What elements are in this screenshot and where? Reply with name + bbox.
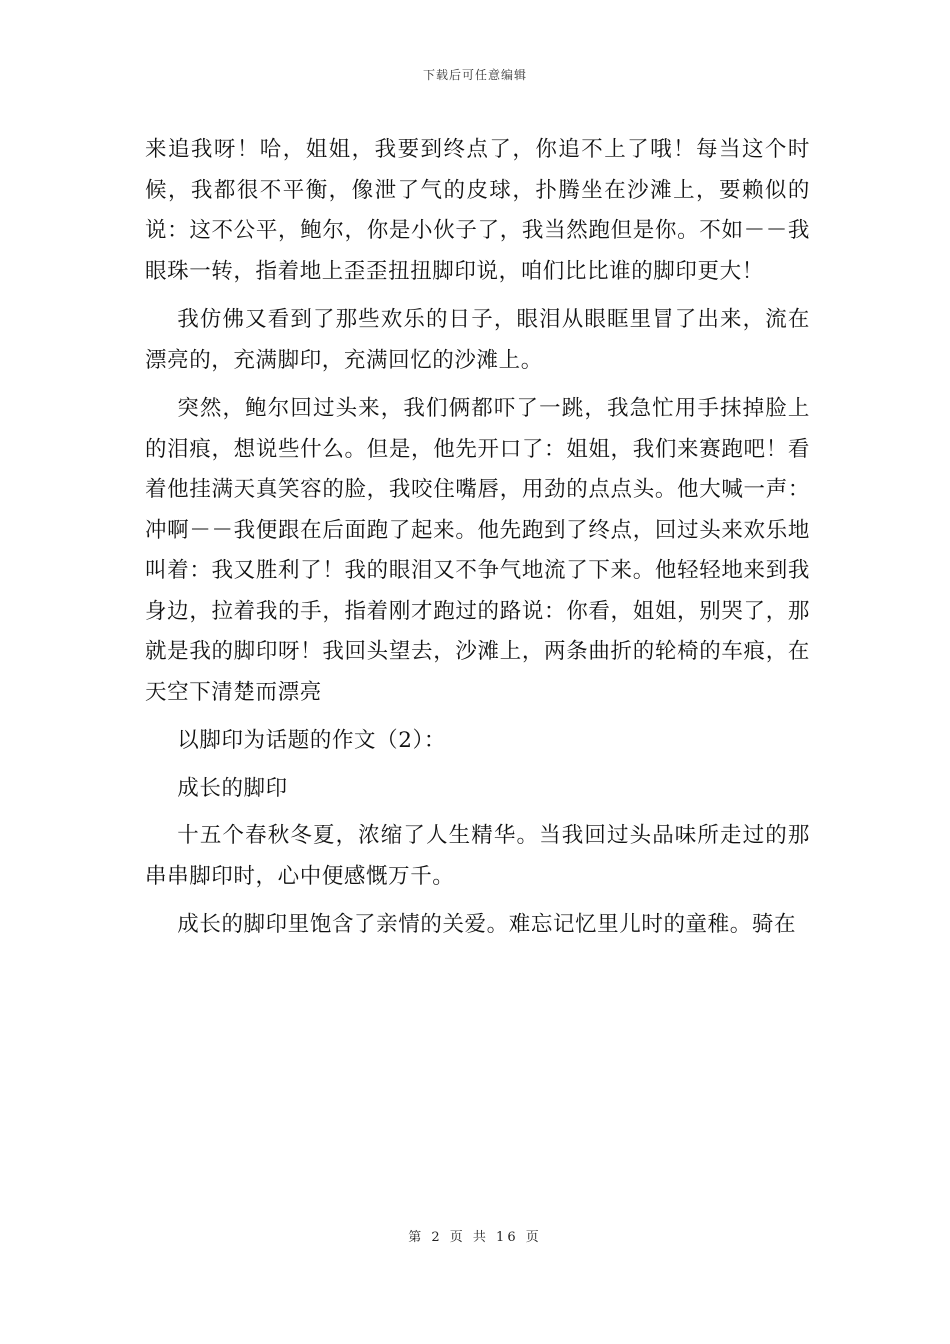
- document-body: [145, 130, 810, 954]
- paragraph-1: 来追我呀！哈，姐姐，我要到终点了，你追不上了哦！每当这个时候，我都很不平衡，像泄了气的皮球，扑腾坐在沙滩上，要赖似的说：这不公平，鲍尔，你是小伙子了，我当然跑但是你。不如－－我眼珠一转，指着地上歪歪扭扭脚印说，咱们比比谁的脚印更大！: [145, 137, 810, 284]
- paragraph-5: 成长的脚印里饱含了亲情的关爱。难忘记忆里儿时的童稚。骑在: [177, 912, 797, 937]
- page-number: 第 2 页 共 16 页: [408, 1230, 542, 1245]
- page-header: 下载后可任意编辑: [422, 68, 527, 82]
- paragraph-4: 十五个春秋冬夏，浓缩了人生精华。当我回过头品味所走过的那串串脚印时，心中便感慨万千。: [145, 823, 810, 889]
- essay-title: 成长的脚印: [177, 775, 288, 801]
- paragraph-3: 突然，鲍尔回过头来，我们俩都吓了一跳，我急忙用手抹掉脸上的泪痕，想说些什么。但是，他先开口了：姐姐，我们来赛跑吧！看着他挂满天真笑容的脸，我咬住嘴唇，用劲的点点头。他大喊一声：冲啊－－我便跟在后面跑了起来。他先跑到了终点，回过头来欢乐地叫着：我又胜利了！我的眼泪又不争气地流了下来。他轻轻地来到我身边，拉着我的手，指着刚才跑过的路说：你看，姐姐，别哭了，那就是我的脚印呀！我回头望去，沙滩上，两条曲折的轮椅的车痕，在天空下清楚而漂亮: [145, 396, 810, 705]
- section-heading: 以脚印为话题的作文（2）：: [177, 728, 446, 753]
- paragraph-2: 我仿佛又看到了那些欢乐的日子，眼泪从眼眶里冒了出来，流在漂亮的，充满脚印，充满回忆的沙滩上。: [145, 307, 810, 373]
